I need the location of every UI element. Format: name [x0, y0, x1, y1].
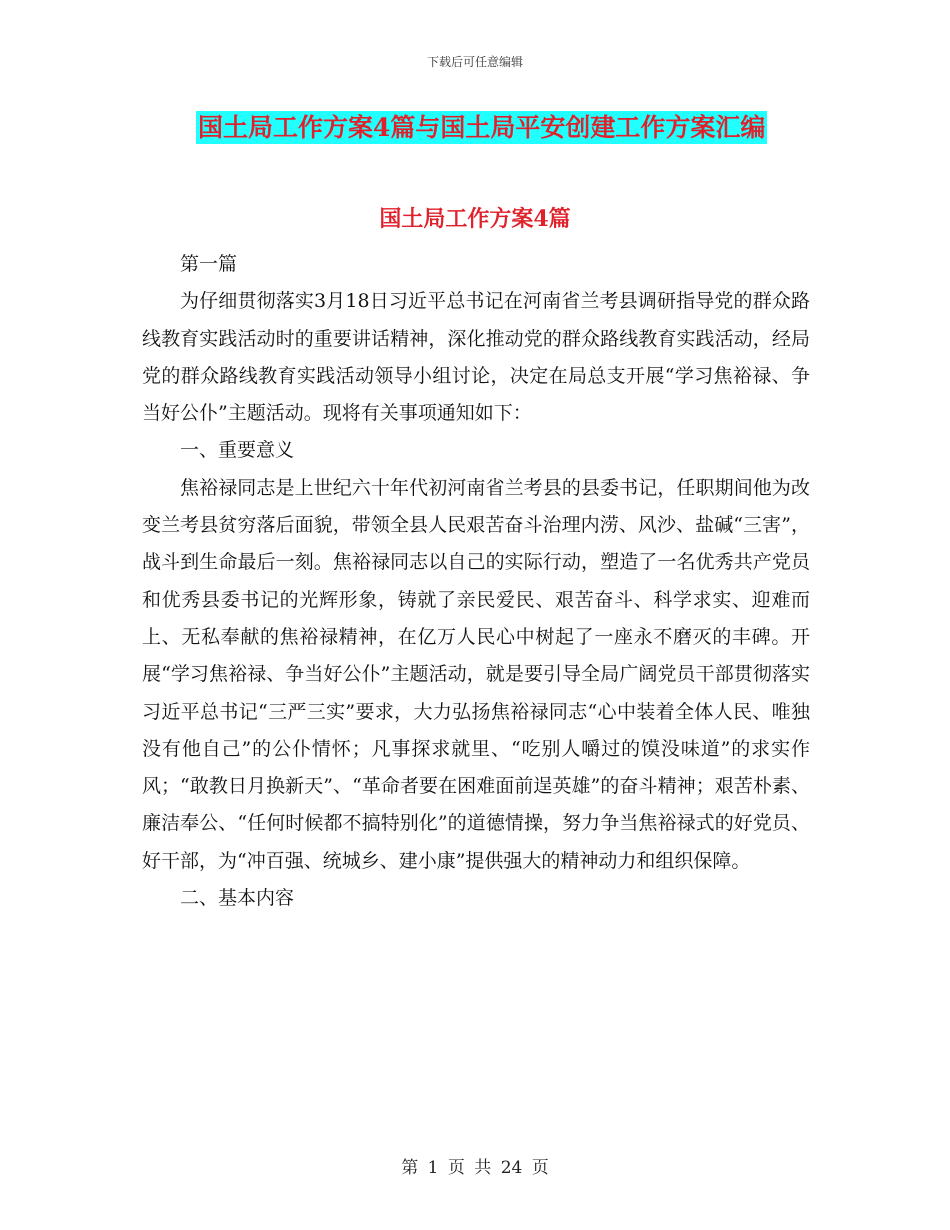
body-paragraph: 为仔细贯彻落实3月18日习近平总书记在河南省兰考县调研指导党的群众路线教育实践活动时的重要讲话精神，深化推动党的群众路线教育实践活动，经局党的群众路线教育实践活动领导小组讨论，决定在局总支开展“学习焦裕禄、争当好公仆”主题活动。现将有关事项通知如下： — [142, 290, 810, 425]
page-header-note: 下载后可任意编辑 — [426, 55, 523, 69]
page-footer: 第 1 页 共 24 页 — [401, 1158, 549, 1178]
section-heading-significance: 一、重要意义 — [180, 439, 295, 462]
section-heading-first: 第一篇 — [180, 253, 238, 275]
body-paragraph: 焦裕禄同志是上世纪六十年代初河南省兰考县的县委书记，任职期间他为改变兰考县贫穷落后面貌，带领全县人民艰苦奋斗治理内涝、风沙、盐碱“三害”，战斗到生命最后一刻。焦裕禄同志以自己的实际行动，塑造了一名优秀共产党员和优秀县委书记的光辉形象，铸就了亲民爱民、艰苦奋斗、科学求实、迎难而上、无私奉献的焦裕禄精神，在亿万人民心中树起了一座永不磨灭的丰碑。开展“学习焦裕禄、争当好公仆”主题活动，就是要引导全局广阔党员干部贯彻落实习近平总书记“三严三实”要求，大力弘扬焦裕禄同志“心中装着全体人民、唯独没有他自己”的公仆情怀；凡事探求就里、“吃别人嚼过的馍没味道”的求实作风；“敢教日月换新天”、“革命者要在困难面前逞英雄”的奋斗精神；艰苦朴素、廉洁奉公、“任何时候都不搞特别化”的道德情操，努力争当焦裕禄式的好党员、好干部，为“冲百强、统城乡、建小康”提供强大的精神动力和组织保障。 — [142, 476, 810, 872]
document-body — [142, 246, 810, 917]
section-title: 国土局工作方案4篇 — [379, 206, 571, 232]
document-title: 国土局工作方案4篇与国土局平安创建工作方案汇编 — [198, 113, 766, 142]
section-heading-content: 二、基本内容 — [180, 887, 295, 910]
